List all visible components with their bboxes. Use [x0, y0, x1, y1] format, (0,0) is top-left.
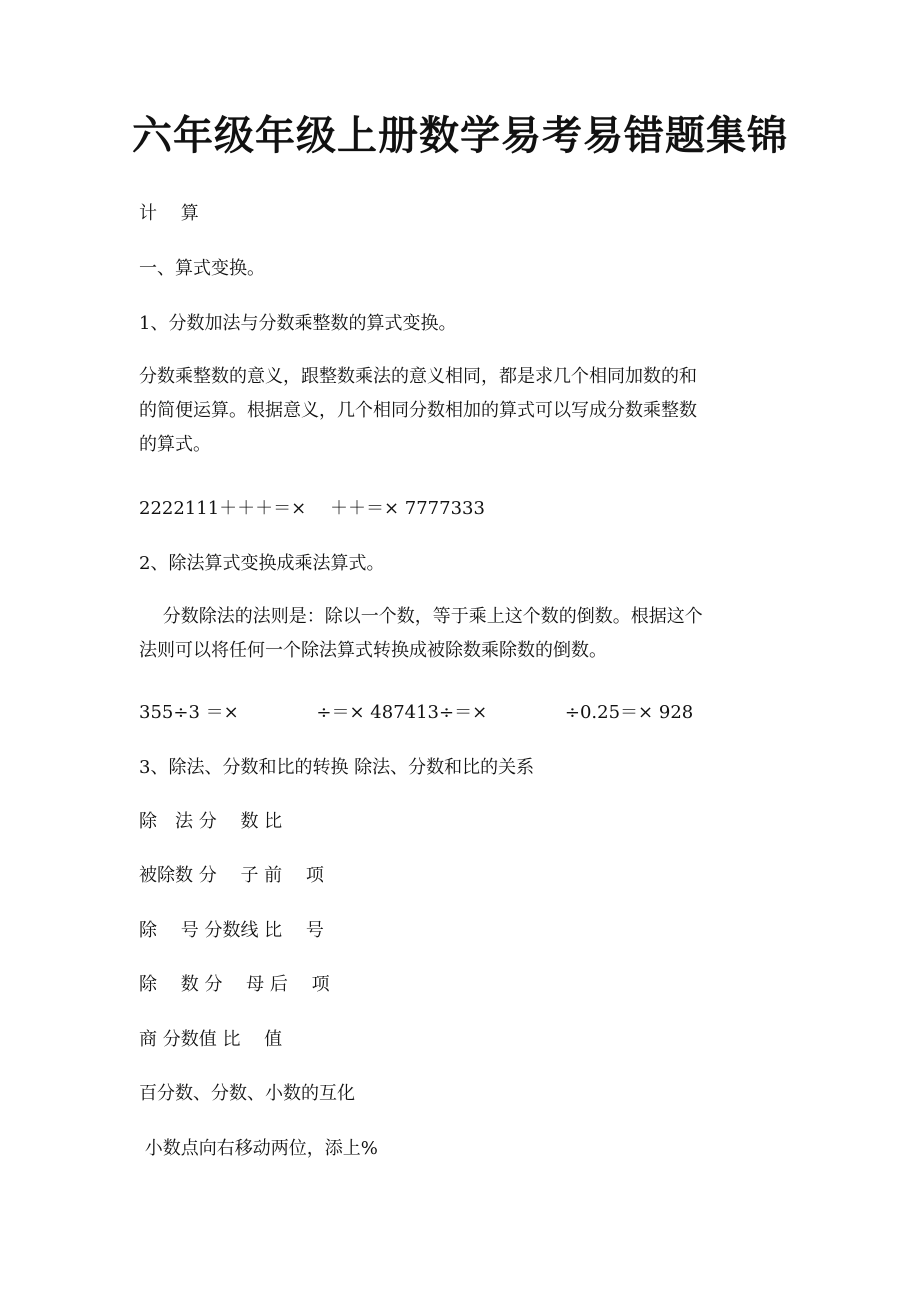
paragraph-1-line: 的算式。 — [139, 434, 211, 455]
formula-2: 355÷3 ＝× ÷＝× 487413÷＝× ÷0.25＝× 928 — [139, 702, 694, 723]
relation-row: 被除数 分 子 前 项 — [139, 865, 324, 886]
item-5: 小数点向右移动两位，添上% — [139, 1138, 378, 1159]
heading-1: 一、算式变换。 — [139, 258, 265, 279]
relation-row: 除 法 分 数 比 — [139, 811, 283, 832]
paragraph-2 — [139, 600, 784, 668]
paragraph-2-line: 法则可以将任何一个除法算式转换成被除数乘除数的倒数。 — [139, 640, 607, 661]
paragraph-1-line: 分数乘整数的意义，跟整数乘法的意义相同，都是求几个相同加数的和 — [139, 366, 697, 387]
item-2: 2、除法算式变换成乘法算式。 — [139, 553, 385, 574]
section-heading: 计 算 — [139, 203, 199, 224]
relation-row: 除 号 分数线 比 号 — [139, 920, 324, 941]
document-title: 六年级年级上册数学易考易错题集锦 — [132, 112, 788, 159]
item-1: 1、分数加法与分数乘整数的算式变换。 — [139, 313, 457, 334]
relation-row: 商 分数值 比 值 — [139, 1029, 283, 1050]
relation-row: 除 数 分 母 后 项 — [139, 974, 330, 995]
item-4: 百分数、分数、小数的互化 — [139, 1083, 355, 1104]
paragraph-1-line: 的简便运算。根据意义，几个相同分数相加的算式可以写成分数乘整数 — [139, 400, 697, 421]
formula-1: 2222111＋＋＋＝× ＋＋＝× 7777333 — [139, 498, 485, 519]
item-3: 3、除法、分数和比的转换 除法、分数和比的关系 — [139, 757, 535, 778]
paragraph-2-line: 分数除法的法则是：除以一个数，等于乘上这个数的倒数。根据这个 — [139, 606, 703, 627]
paragraph-1 — [139, 360, 784, 462]
